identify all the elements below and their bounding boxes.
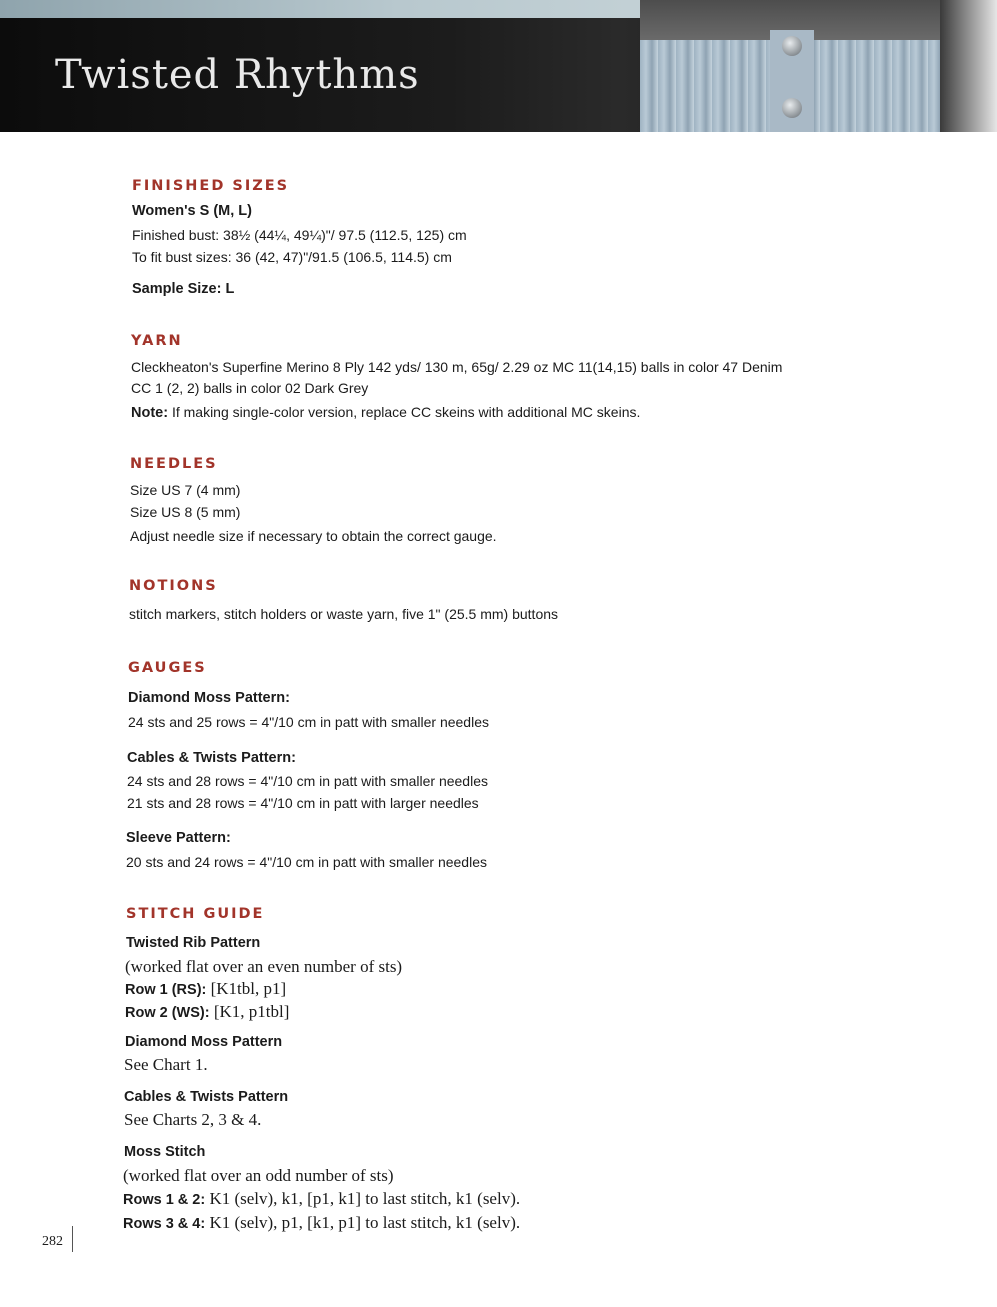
diamond-moss-text: See Chart 1. xyxy=(124,1055,208,1074)
row-1-text: [K1tbl, p1] xyxy=(206,979,287,998)
row-2-label: Row 2 (WS): xyxy=(125,1005,210,1021)
gauge-sleeve-line: 20 sts and 24 rows = 4"/10 cm in patt with smaller needles xyxy=(126,854,487,870)
moss-stitch-desc: (worked flat over an odd number of sts) xyxy=(123,1166,394,1185)
section-heading-notions: NOTIONS xyxy=(129,578,218,594)
sample-size: Sample Size: L xyxy=(132,281,235,297)
row-2-text: [K1, p1tbl] xyxy=(209,1002,290,1021)
moss-stitch-label: Moss Stitch xyxy=(124,1144,206,1160)
needle-line-1: Size US 7 (4 mm) xyxy=(130,482,241,498)
section-heading-needles: NEEDLES xyxy=(130,456,218,472)
yarn-note-label: Note: xyxy=(131,405,169,421)
rows-1-2-text: K1 (selv), k1, [p1, k1] to last stitch, k1 (selv). xyxy=(205,1189,521,1208)
page-title: Twisted Rhythms xyxy=(55,52,420,98)
needle-line-2: Size US 8 (5 mm) xyxy=(130,504,241,520)
page-number-divider xyxy=(72,1226,73,1252)
yarn-line-1: Cleckheaton's Superfine Merino 8 Ply 142 yds/ 130 m, 65g/ 2.29 oz MC 11(14,15) balls in color 47 Denim xyxy=(131,359,783,375)
section-heading-stitch-guide: STITCH GUIDE xyxy=(126,906,265,922)
needle-line-3: Adjust needle size if necessary to obtain the correct gauge. xyxy=(130,528,497,544)
yarn-note xyxy=(131,404,640,422)
row-1-label: Row 1 (RS): xyxy=(125,982,207,998)
twisted-rib-label: Twisted Rib Pattern xyxy=(126,935,261,951)
section-heading-finished-sizes: FINISHED SIZES xyxy=(132,178,290,194)
section-heading-yarn: YARN xyxy=(131,333,183,349)
diamond-moss-label: Diamond Moss Pattern xyxy=(125,1034,283,1050)
notions-line: stitch markers, stitch holders or waste yarn, five 1" (25.5 mm) buttons xyxy=(129,606,559,622)
twisted-rib-desc: (worked flat over an even number of sts) xyxy=(125,957,403,976)
gauge-cables-line-2: 21 sts and 28 rows = 4"/10 cm in patt with larger needles xyxy=(127,795,479,811)
gauge-diamond-line: 24 sts and 25 rows = 4"/10 cm in patt with smaller needles xyxy=(128,714,489,730)
page-number: 282 xyxy=(42,1234,63,1249)
cables-twists-label: Cables & Twists Pattern xyxy=(124,1089,289,1105)
finished-bust-line: Finished bust: 38½ (44¼, 49¼)"/ 97.5 (112.5, 125) cm xyxy=(132,227,467,243)
fit-bust-line: To fit bust sizes: 36 (42, 47)"/91.5 (106.5, 114.5) cm xyxy=(132,249,452,265)
sizes-label: Women's S (M, L) xyxy=(132,203,252,219)
section-heading-gauges: GAUGES xyxy=(128,660,207,676)
gauge-cables-line-1: 24 sts and 28 rows = 4"/10 cm in patt with smaller needles xyxy=(127,773,488,789)
twisted-rib-row-1 xyxy=(125,979,286,999)
rows-1-2-label: Rows 1 & 2: xyxy=(123,1192,206,1208)
moss-rows-1-2 xyxy=(123,1189,520,1209)
yarn-note-text: If making single-color version, replace CC skeins with additional MC skeins. xyxy=(168,404,641,420)
rows-3-4-label: Rows 3 & 4: xyxy=(123,1216,206,1232)
cables-twists-text: See Charts 2, 3 & 4. xyxy=(124,1110,262,1129)
rows-3-4-text: K1 (selv), p1, [k1, p1] to last stitch, k1 (selv). xyxy=(205,1213,521,1232)
yarn-line-2: CC 1 (2, 2) balls in color 02 Dark Grey xyxy=(131,380,369,396)
twisted-rib-row-2 xyxy=(125,1002,289,1022)
gauge-diamond-label: Diamond Moss Pattern: xyxy=(128,690,290,706)
gauge-sleeve-label: Sleeve Pattern: xyxy=(126,830,231,846)
moss-rows-3-4 xyxy=(123,1213,520,1233)
gauge-cables-label: Cables & Twists Pattern: xyxy=(127,750,296,766)
